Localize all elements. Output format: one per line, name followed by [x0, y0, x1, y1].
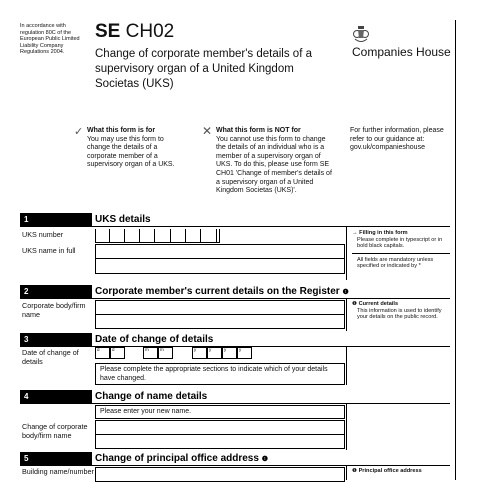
principal-office-heading: Principal office address: [358, 468, 422, 474]
section-4-bar: [20, 390, 450, 403]
form-number: CH02: [125, 21, 175, 42]
form-prefix: SE: [95, 21, 121, 42]
building-label: Building name/number: [22, 467, 94, 476]
arrow-right-icon: →: [352, 230, 358, 236]
uks-name-input-line2[interactable]: [95, 258, 345, 274]
change-name-label: Change of corporate body/firm name: [22, 422, 88, 440]
corporate-body-input-line2[interactable]: [95, 314, 345, 329]
section-2-number: 2: [20, 285, 92, 298]
uks-name-label: UKS name in full: [22, 246, 76, 255]
brand-name: Companies House: [352, 45, 451, 59]
section-4-title: Change of name details: [95, 391, 208, 402]
uks-number-label: UKS number: [22, 230, 64, 239]
cross-mark-icon: ✕: [202, 124, 213, 138]
form-code: [95, 21, 174, 43]
section-4-instruction: Please enter your new name.: [95, 405, 345, 419]
for-heading: What this form is for: [87, 127, 156, 134]
royal-crest-icon: [352, 25, 370, 45]
not-for-text: You cannot use this form to change the details of an individual who is a member of a supervisory organ of UKS. To do this, please use form SE CH01 'Change of member's details of a supervisory organ of a United Kingdom Societas (UKS)'.: [216, 135, 332, 195]
date-change-label: Date of change of details: [22, 348, 79, 366]
new-name-input-line1[interactable]: [95, 420, 345, 435]
uks-name-input-line1[interactable]: [95, 244, 345, 259]
info-circle-icon: ❶: [342, 289, 349, 296]
section-3-bar: [20, 333, 450, 346]
filling-note-text2: All fields are mandatory unless specified or indicated by *: [357, 256, 434, 270]
filling-note-text: Please complete in typescript or in bold black capitals.: [357, 236, 443, 250]
section-4-number: 4: [20, 390, 92, 403]
section-1-number: 1: [20, 213, 92, 226]
check-mark-icon: ✓: [74, 126, 84, 138]
not-for-heading: What this form is NOT for: [216, 127, 301, 134]
info-text: For further information, please refer to our guidance at: gov.uk/companieshouse: [350, 127, 444, 152]
current-details-heading: Current details: [358, 301, 399, 307]
section-1-bar: [20, 213, 450, 226]
for-block: [87, 127, 182, 170]
section-3-title: Date of change of details: [95, 334, 214, 345]
info-circle-icon: ❶: [261, 456, 268, 463]
regulation-note: In accordance with regulation 80C of the European Public Limited Liability Company Regulations 2004.: [20, 23, 80, 55]
info-circle-icon: ❶: [352, 468, 358, 474]
for-text: You may use this form to change the details of a corporate member of a supervisory organ of a UKS.: [87, 135, 175, 169]
section-5-title: Change of principal office address ❶: [95, 453, 268, 464]
current-details-text: This information is used to identify your details on the public record.: [357, 307, 442, 321]
section-2-title: Corporate member's current details on the Register ❶: [95, 286, 349, 297]
uks-number-input[interactable]: [95, 229, 219, 243]
section-3-number: 3: [20, 333, 92, 346]
right-margin-line: [455, 20, 456, 480]
info-circle-icon: ❶: [352, 301, 358, 307]
form-title: Change of corporate member's details of a supervisory organ of a United Kingdom Societas (UKS): [95, 48, 312, 90]
corporate-body-label: Corporate body/firm name: [22, 301, 86, 319]
corporate-body-input-line1[interactable]: [95, 300, 345, 315]
date-input[interactable]: d d m m y y y y: [95, 347, 265, 360]
new-name-input-line2[interactable]: [95, 434, 345, 449]
section-5-bar: [20, 452, 450, 465]
section-3-instruction: Please complete the appropriate sections to indicate which of your details have changed.: [95, 363, 345, 385]
filling-note-heading: Filling in this form: [359, 230, 408, 236]
principal-office-note: [352, 468, 450, 475]
filling-note: [352, 230, 450, 270]
section-2-bar: [20, 285, 450, 298]
section-1-title: UKS details: [95, 214, 151, 225]
section-5-number: 5: [20, 452, 92, 465]
not-for-block: [216, 127, 334, 196]
current-details-note: [352, 301, 450, 321]
